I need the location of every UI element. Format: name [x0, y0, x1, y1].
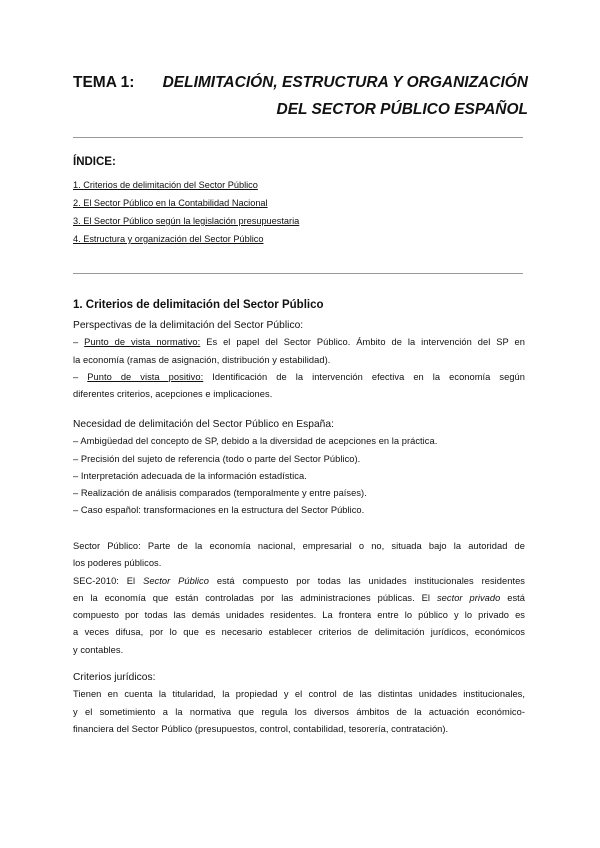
perspectivas-intro: Perspectivas de la delimitación del Sector Público:	[73, 320, 304, 331]
definicion-line-5: compuesto por todas las demás unidades residentes. La frontera entre lo público y lo privado es	[73, 610, 525, 621]
sector-privado-term: sector privado	[436, 592, 501, 603]
necesidad-intro: Necesidad de delimitación del Sector Público en España:	[73, 419, 334, 430]
divider-top	[73, 137, 523, 138]
definicion-line-6: a veces difusa, por lo que es necesario establecer criterios de delimitación jurídicos, económicos	[73, 627, 525, 638]
juridicos-line-1: Tienen en cuenta la titularidad, la propiedad y el control de las distintas unidades institucionales,	[73, 689, 525, 700]
normativo-text-1: Es el papel del Sector Público. Ámbito de la intervención del SP en	[200, 337, 526, 348]
necesidad-item-4: – Realización de análisis comparados (temporalmente y entre países).	[73, 488, 367, 499]
toc-link-3[interactable]: 3. El Sector Público según la legislación presupuestaria	[73, 216, 300, 226]
definicion-line-1: Sector Público: Parte de la economía nacional, empresarial o no, situada bajo la autoridad de	[73, 541, 525, 551]
juridicos-heading: Criterios jurídicos:	[73, 672, 156, 683]
toc-link-1[interactable]: 1. Criterios de delimitación del Sector Público	[73, 180, 258, 190]
necesidad-item-5: – Caso español: transformaciones en la estructura del Sector Público.	[73, 505, 365, 516]
line4-suffix: está	[500, 592, 526, 603]
section-1-heading: 1. Criterios de delimitación del Sector Público	[73, 299, 324, 311]
sec-suffix: está compuesto por todas las unidades institucionales residentes	[208, 575, 525, 586]
normativo-line-2: la economía (ramas de asignación, distribución y estabilidad).	[73, 354, 331, 365]
juridicos-line-3: financiera del Sector Público (presupuestos, control, contabilidad, tesorería, contratación).	[73, 723, 449, 734]
definicion-line-2: los poderes públicos.	[73, 558, 162, 569]
toc-link-2[interactable]: 2. El Sector Público en la Contabilidad Nacional	[73, 198, 268, 208]
title-line-1: DELIMITACIÓN, ESTRUCTURA Y ORGANIZACIÓN	[162, 74, 528, 91]
title-line-2: DEL SECTOR PÚBLICO ESPAÑOL	[276, 101, 528, 118]
toc-link-4[interactable]: 4. Estructura y organización del Sector Público	[73, 234, 264, 244]
dash: –	[73, 371, 88, 382]
dash: –	[73, 337, 85, 348]
positivo-text-1: Identificación de la intervención efectiva en la economía según	[203, 371, 525, 382]
positivo-line-1	[73, 369, 525, 386]
sec-prefix: SEC-2010: El	[73, 575, 144, 586]
line4-prefix: en la economía que están controladas por las administraciones públicas. El	[73, 592, 437, 603]
juridicos-block	[73, 669, 525, 738]
necesidad-item-3: – Interpretación adecuada de la información estadística.	[73, 470, 307, 481]
sector-publico-term: Sector Público	[143, 575, 209, 586]
definicion-line-3	[73, 573, 525, 590]
necesidad-item-2: – Precisión del sujeto de referencia (todo o parte del Sector Público).	[73, 453, 361, 464]
divider-middle	[73, 273, 523, 274]
juridicos-line-2: y el sometimiento a la normativa que regula los diversos ámbitos de la actuación económico-	[73, 706, 525, 717]
necesidad-block	[73, 416, 525, 520]
normativo-line-1	[73, 334, 525, 351]
indice-heading: ÍNDICE:	[73, 156, 116, 168]
normativo-label: Punto de vista normativo:	[84, 337, 201, 348]
definicion-line-4	[73, 590, 525, 607]
necesidad-item-1: – Ambigüedad del concepto de SP, debido a la diversidad de acepciones en la práctica.	[73, 436, 438, 447]
positivo-label: Punto de vista positivo:	[87, 371, 204, 382]
positivo-line-2: diferentes criterios, acepciones e implicaciones.	[73, 389, 273, 400]
perspectivas-block	[73, 317, 525, 403]
tema-label: TEMA 1:	[73, 74, 135, 91]
definicion-line-7: y contables.	[73, 644, 124, 655]
definicion-block	[73, 538, 525, 659]
title-row	[73, 74, 528, 94]
